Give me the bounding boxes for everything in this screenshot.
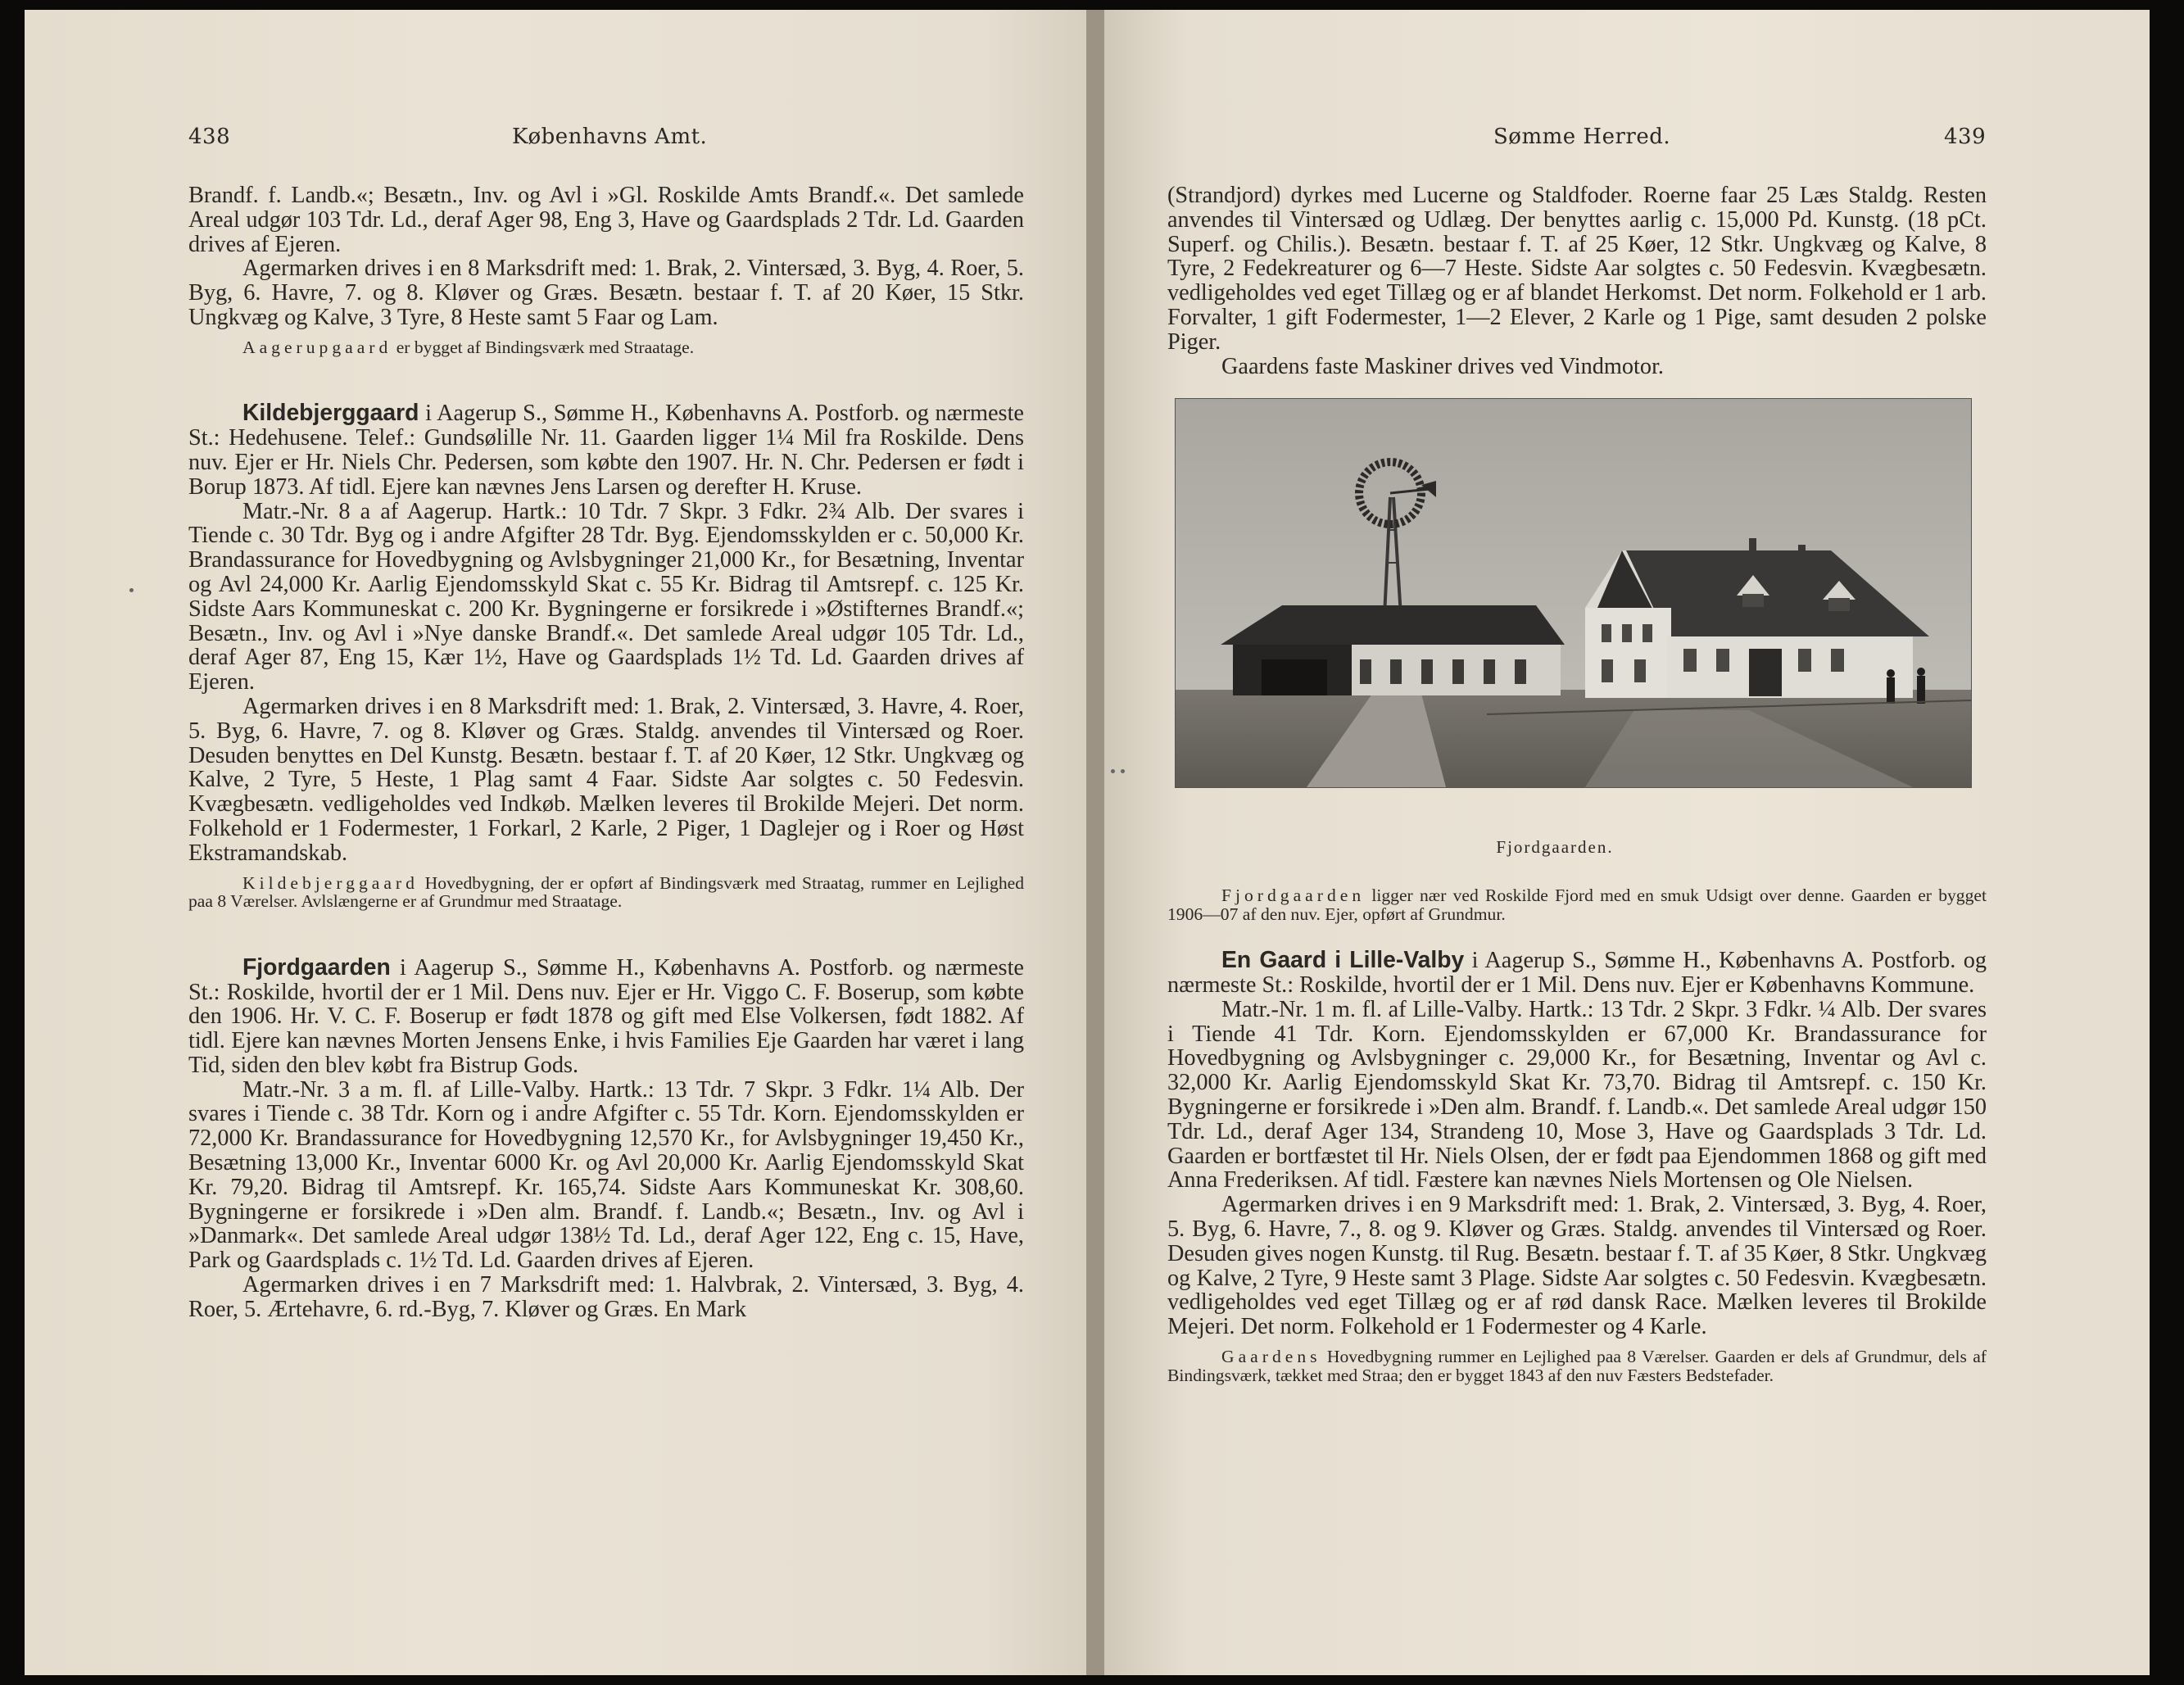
caption-lead: Kildebjerggaard bbox=[242, 872, 419, 893]
entry-kildebjerggaard bbox=[188, 401, 1024, 499]
caption-lead: Fjordgaarden bbox=[1221, 886, 1366, 905]
entry-heading: Fjordgaarden bbox=[242, 953, 391, 980]
paragraph: Gaardens faste Maskiner drives ved Vindmotor. bbox=[1221, 353, 1665, 379]
left-text-column bbox=[188, 183, 1024, 1322]
right-text-bottom bbox=[1167, 878, 1987, 1384]
running-head-right: Sømme Herred. bbox=[1493, 125, 1671, 149]
print-speck bbox=[129, 588, 134, 592]
caption-aagerupgaard bbox=[188, 338, 1024, 357]
right-page bbox=[1104, 10, 2150, 1675]
entry-text: i Aagerup S., Sømme H., Københavns A. Postforb. og nærmeste St.: Roskilde, hvortil der er 1 Mil. Dens nuv. Ejer er Københavns Kommune. bbox=[1167, 948, 1987, 998]
paragraph: Agermarken drives i en 9 Marksdrift med: 1. Brak, 2. Vintersæd, 3. Byg, 4. Roer, 5. Byg, 6. Havre, 7., 8. og 9. Kløver og Græs. Staldg. anvendes til Vintersæd og Roer. Desuden gives nogen Kunstg. til Rug. Besætn. bestaar f. T. af 35 Køer, 8 Stkr. Ungkvæg og Kalve, 2 Tyre, 9 Heste samt 3 Plage. Sidste Aar solgtes c. 50 Fedesvin. Kvægbesætn. vedligeholdes ved eget Tillæg og er af rød dansk Race. Mælken leveres til Brokilde Mejeri. Det norm. Folkehold er 1 Fodermester og 4 Karle. bbox=[1167, 1192, 1987, 1340]
caption-text: Hovedbygning, der er opført af Bindingsværk med Straatag, rummer en Lejlighed paa 8 Værelser. Avlslængerne er af Grundmur med Straatage. bbox=[188, 872, 1024, 912]
entry-heading: Kildebjerggaard bbox=[242, 399, 419, 426]
caption-lille-valby bbox=[1167, 1348, 1987, 1384]
caption-kildebjerggaard bbox=[188, 874, 1024, 911]
paragraph: Matr.-Nr. 1 m. fl. af Lille-Valby. Hartk.: 13 Tdr. 2 Skpr. 3 Fdkr. ¼ Alb. Der svares i Tiende 41 Tdr. Korn. Ejendomsskylden er 67,000 Kr. Brandassurance for Hovedbygning og Avlsbygninger c. 29,000 Kr., for Besætning, Inventar og Avl c. 32,000 Kr. Aarlig Ejendomsskyld Skat Kr. 73,70. Bidrag til Amtsrepf. c. 150 Kr. Bygningerne er forsikrede i »Den alm. Brandf. f. Landb.«. Det samlede Areal udgør 150 Tdr. Ld., deraf Ager 134, Strandeng 10, Mose 3, Have og Gaardsplads 3 Tdr. Ld. Gaarden er bortfæstet til Hr. Niels Olsen, der er født paa Ejendommen 1868 og gift med Anna Frederiksen. Af tidl. Fæstere kan nævnes Niels Mortensen og Ole Nielsen. bbox=[1167, 996, 1987, 1194]
print-speck bbox=[1111, 769, 1115, 773]
paragraph: Agermarken drives i en 7 Marksdrift med: 1. Halvbrak, 2. Vintersæd, 3. Byg, 4. Roer, 5. Ærtehavre, 6. rd.-Byg, 7. Kløver og Græs. En Mark bbox=[188, 1272, 1024, 1322]
running-head-left: Københavns Amt. bbox=[512, 125, 708, 149]
page-number-right: 439 bbox=[1944, 125, 1987, 149]
barn bbox=[1221, 605, 1565, 695]
photo-caption: Fjordgaarden. bbox=[1496, 837, 1614, 857]
farm-photo bbox=[1175, 398, 1972, 788]
paragraph: Agermarken drives i en 8 Marksdrift med: 1. Brak, 2. Vintersæd, 3. Byg, 4. Roer, 5. Byg, 6. Havre, 7. og 8. Kløver og Græs. Besætn. bestaar f. T. af 20 Køer, 15 Stkr. Ungkvæg og Kalve, 3 Tyre, 8 Heste samt 5 Faar og Lam. bbox=[188, 256, 1024, 330]
paragraph: Agermarken drives i en 8 Marksdrift med: 1. Brak, 2. Vintersæd, 3. Havre, 4. Roer, 5. Byg, 6. Havre, 7. og 8. Kløver og Græs. Staldg. anvendes til Vintersæd og Roer. Desuden benyttes en Del Kunstg. Besætn. bestaar f. T. af 20 Køer, 12 Stkr. Ungkvæg og Kalve, 2 Tyre, 5 Heste, 1 Plag samt 4 Faar. Sidste Aar solgtes c. 50 Fedesvin. Kvægbesætn. vedligeholdes ved Indkøb. Mælken leveres til Brokilde Mejeri. Det norm. Folkehold er 1 Fodermester, 1 Forkarl, 2 Karle, 2 Piger, 1 Daglejer og i Roer og Høst Ekstramandskab. bbox=[188, 693, 1024, 866]
paragraph: Matr.-Nr. 8 a af Aagerup. Hartk.: 10 Tdr. 7 Skpr. 3 Fdkr. 2¾ Alb. Der svares i Tiende c. 30 Tdr. Byg og i andre Afgifter 28 Tdr. Byg. Ejendomsskylden er c. 50,000 Kr. Brandassurance for Hovedbygning og Avlsbygninger 21,000 Kr., for Besætning, Inventar og Avl 24,000 Kr. Aarlig Ejendomsskyld Skat c. 55 Kr. Bidrag til Amtsrepf. c. 125 Kr. Sidste Aars Kommuneskat c. 200 Kr. Bygningerne er forsikrede i »Østifternes Brandf.«; Besætn., Inv. og Avl i »Nye danske Brandf.«. Det samlede Areal udgør 105 Tdr. Ld., deraf Ager 87, Eng 15, Kær 1½, Have og Gaardsplads 1½ Td. Ld. Gaarden drives af Ejeren. bbox=[188, 498, 1024, 695]
caption-fjordgaarden bbox=[1167, 886, 1987, 923]
entry-text: i Aagerup S., Sømme H., Københavns A. Postforb. og nærmeste St.: Hedehusene. Telef.: Gundsølille Nr. 11. Gaarden ligger 1¼ Mil fra Roskilde. Dens nuv. Ejer er Hr. Niels Chr. Pedersen, som købte den 1907. Hr. N. Chr. Pedersen er født i Borup 1873. Af tidl. Ejere kan nævnes Jens Larsen og derefter H. Kruse. bbox=[188, 401, 1024, 500]
caption-text: ligger nær ved Roskilde Fjord med en smuk Udsigt over denne. Gaarden er bygget 1906—07 af den nuv. Ejer, opført af Grundmur. bbox=[1167, 886, 1987, 924]
paragraph: Brandf. f. Landb.«; Besætn., Inv. og Avl i »Gl. Roskilde Amts Brandf.«. Det samlede Areal udgør 103 Tdr. Ld., deraf Ager 98, Eng 3, Have og Gaardsplads 2 Tdr. Ld. Gaarden drives af Ejeren. bbox=[188, 183, 1024, 257]
entry-fjordgaarden bbox=[188, 955, 1024, 1078]
caption-text: Hovedbygning rummer en Lejlighed paa 8 Værelser. Gaarden er dels af Grundmur, dels af Bindingsværk, tækket med Straa; den er bygget 1843 af den nuv Fæsters Bedstefader. bbox=[1167, 1346, 1987, 1385]
paragraph: (Strandjord) dyrkes med Lucerne og Staldfoder. Roerne faar 25 Læs Staldg. Resten anvendes til Vintersæd og Udlæg. Der benyttes aarlig c. 15,000 Pd. Kunstg. (18 pCt. Superf. og Chilis.). Besætn. bestaar f. T. af 25 Køer, 12 Stkr. Ungkvæg og Kalve, 8 Tyre, 2 Fedekreaturer og 6—7 Heste. Sidste Aar solgtes c. 50 Fedesvin. Kvægbesætn. vedligeholdes ved eget Tillæg og er af blandet Herkomst. Det norm. Folkehold er 1 arb. Forvalter, 1 gift Fodermester, 1—2 Elever, 2 Karle og 1 Pige, samt desuden 2 polske Piger. bbox=[1167, 183, 1987, 355]
caption-lead: Gaardens bbox=[1221, 1346, 1321, 1366]
caption-text: er bygget af Bindingsværk med Straatage. bbox=[392, 337, 695, 357]
entry-heading: En Gaard i Lille-Valby bbox=[1221, 946, 1465, 973]
entry-text: i Aagerup S., Sømme H., Københavns A. Postforb. og nærmeste St.: Roskilde, hvortil der er 1 Mil. Dens nuv. Ejer er Hr. Viggo C. F. Boserup, som købte den 1906. Hr. V. C. F. Boserup er født 1878 og gift med Else Volkersen, født 1882. Af tidl. Ejere kan nævnes Morten Jensens Enke, i hvis Families Eje Gaarden har været i lang Tid, siden den blev købt fra Bistrup Gods. bbox=[188, 954, 1024, 1078]
left-page bbox=[25, 10, 1086, 1675]
caption-lead: Aagerupgaard bbox=[242, 337, 392, 357]
print-speck bbox=[1121, 769, 1125, 773]
entry-lille-valby bbox=[1167, 948, 1987, 998]
farm-photo-illustration bbox=[1176, 399, 1971, 787]
paragraph: Matr.-Nr. 3 a m. fl. af Lille-Valby. Hartk.: 13 Tdr. 7 Skpr. 3 Fdkr. 1¼ Alb. Der svares i Tiende c. 38 Tdr. Korn og i andre Afgifter c. 55 Tdr. Korn. Ejendomsskylden er 72,000 Kr. Brandassurance for Hovedbygning 12,570 Kr., for Avlsbygninger 19,450 Kr., Besætning 13,000 Kr., Inventar 6000 Kr. og Avl 20,000 Kr. Aarlig Ejendomsskyld Skat Kr. 79,20. Bidrag til Amtsrepf. Kr. 165,74. Sidste Aars Kommuneskat Kr. 308,60. Bygningerne er forsikrede i »Den alm. Brandf. f. Landb.«; Besætn., Inv. og Avl i »Danmark«. Det samlede Areal udgør 138½ Td. Ld., deraf Ager 122, Eng c. 15, Have, Park og Gaardsplads c. 1½ Td. Ld. Gaarden drives af Ejeren. bbox=[188, 1076, 1024, 1274]
right-text-top bbox=[1167, 183, 1987, 378]
page-number-left: 438 bbox=[188, 125, 231, 149]
